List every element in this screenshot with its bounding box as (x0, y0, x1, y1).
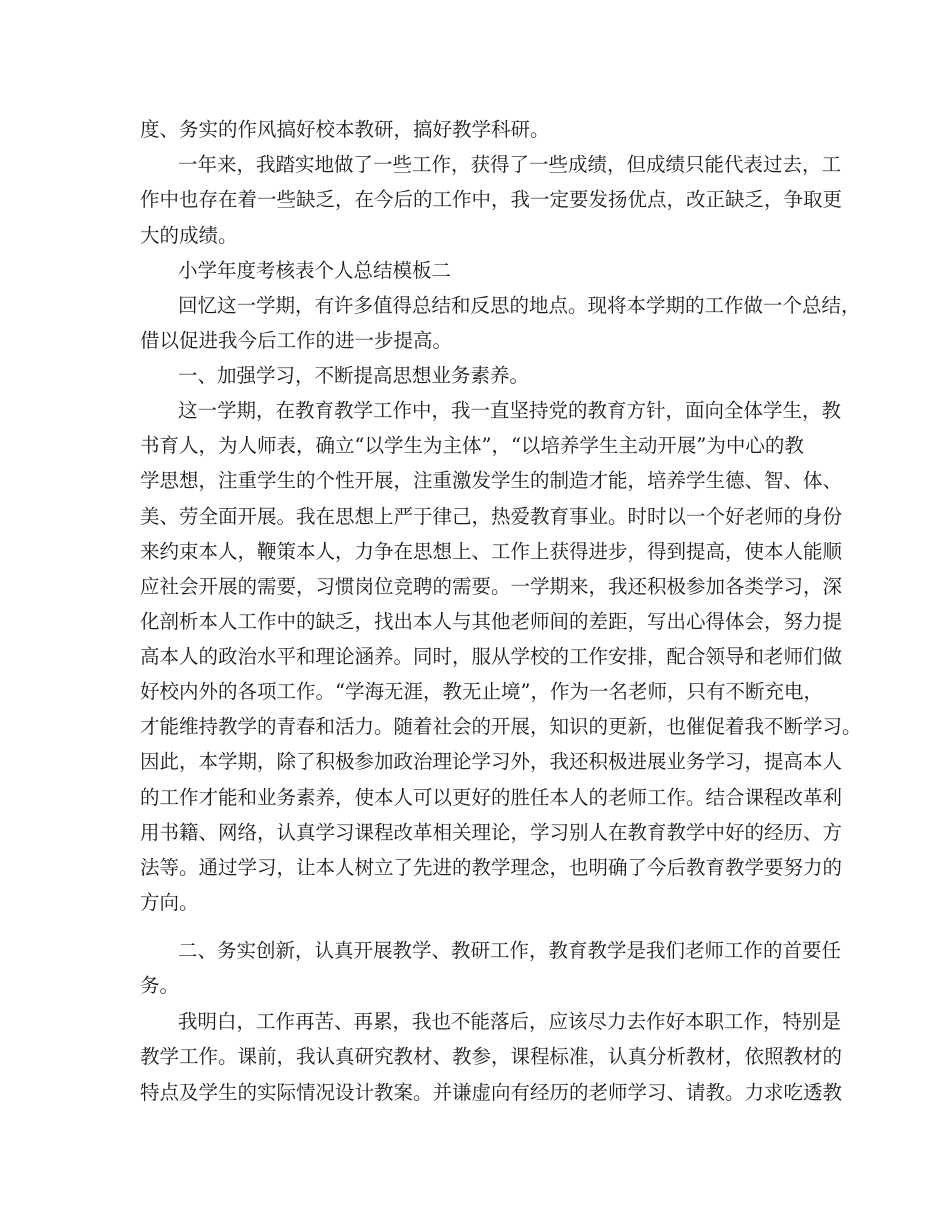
heading-line: 一、加强学习，不断提高思想业务素养。 (178, 364, 530, 387)
body-text-line: 教学工作。课前，我认真研究教材、教参，课程标准，认真分析教材，依照教材的 (140, 1045, 843, 1068)
body-text-line: 特点及学生的实际情况设计教案。并谦虚向有经历的老师学习、请教。力求吃透教 (140, 1081, 843, 1104)
body-text-line: 因此，本学期，除了积极参加政治理论学习外，我还积极进展业务学习，提高本人 (140, 750, 843, 773)
paragraph-line: 回忆这一学期，有许多值得总结和反思的地点。现将本学期的工作做一个总结， (178, 294, 861, 317)
body-text-line: 化剖析本人工作中的缺乏，找出本人与其他老师间的差距，写出心得体会，努力提 (140, 610, 843, 633)
body-text-line: 高本人的政治水平和理论涵养。同时，服从学校的工作安排，配合领导和老师们做 (140, 645, 843, 668)
body-text-line: 的工作才能和业务素养，使本人可以更好的胜任本人的老师工作。结合课程改革利 (140, 786, 843, 809)
body-text-line: 才能维持教学的青春和活力。随着社会的开展，知识的更新，也催促着我不断学习。 (140, 715, 862, 738)
paragraph-line: 这一学期，在教育教学工作中，我一直坚持党的教育方针，面向全体学生，教 (178, 399, 842, 422)
body-text-line: 大的成绩。 (140, 224, 238, 247)
body-text-line: 用书籍、网络，认真学习课程改革相关理论，学习别人在教育教学中好的经历、方 (140, 821, 843, 844)
paragraph-line: 一年来，我踏实地做了一些工作，获得了一些成绩，但成绩只能代表过去，工 (178, 153, 842, 176)
body-text-line: 应社会开展的需要，习惯岗位竞聘的需要。一学期来，我还积极参加各类学习，深 (140, 575, 843, 598)
body-text-line: 来约束本人，鞭策本人，力争在思想上、工作上获得进步，得到提高，使本人能顺 (140, 540, 843, 563)
body-text-line: 书育人，为人师表，确立“以学生为主体”，“以培养学生主动开展”为中心的教 (140, 434, 804, 457)
body-text-line: 务。 (140, 974, 180, 997)
body-text-line: 美、劳全面开展。我在思想上严于律己，热爱教育事业。时时以一个好老师的身份 (140, 505, 843, 528)
body-text-line: 作中也存在着一些缺乏，在今后的工作中，我一定要发扬优点，改正缺乏，争取更 (140, 188, 843, 211)
body-text-line: 借以促进我今后工作的进一步提高。 (140, 329, 453, 352)
body-text-line: 好校内外的各项工作。“学海无涯，教无止境”，作为一名老师，只有不断充电， (140, 680, 823, 703)
body-text-line: 学思想，注重学生的个性开展，注重激发学生的制造才能，培养学生德、智、体、 (140, 469, 843, 492)
section-title: 小学年度考核表个人总结模板二 (178, 259, 452, 282)
paragraph-line: 我明白，工作再苦、再累，我也不能落后，应该尽力去作好本职工作，特别是 (178, 1010, 842, 1033)
heading-line: 二、务实创新，认真开展教学、教研工作，教育教学是我们老师工作的首要任 (178, 939, 842, 962)
body-text-line: 方向。 (140, 891, 199, 914)
body-text-line: 法等。通过学习，让本人树立了先进的教学理念，也明确了今后教育教学要努力的 (140, 856, 843, 879)
body-text-line: 度、务实的作风搞好校本教研，搞好教学科研。 (140, 118, 550, 141)
